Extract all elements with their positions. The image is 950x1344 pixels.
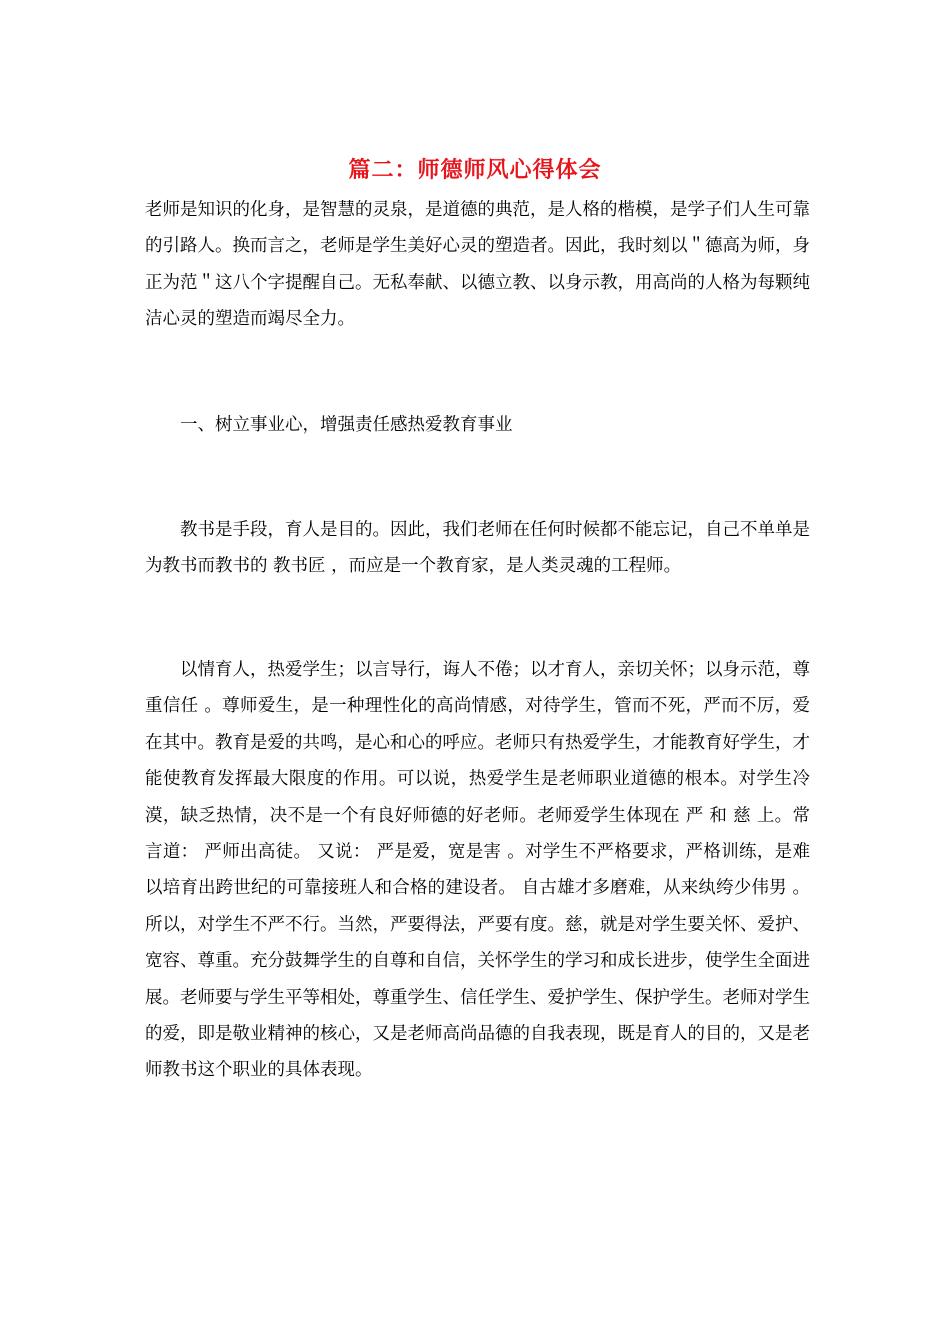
intro-paragraph: 老师是知识的化身，是智慧的灵泉，是道德的典范，是人格的楷模，是学子们人生可靠的引路人。换而言之，老师是学生美好心灵的塑造者。因此，我时刻以＂德高为师，身正为范＂这八个字提醒自己。无私奉献、以德立教、以身示教，用高尚的人格为每颗纯洁心灵的塑造而竭尽全力。 [145,200,810,330]
body-paragraph-love-students: 以情育人，热爱学生；以言导行，诲人不倦；以才育人，亲切关怀；以身示范，尊重信任 。尊师爱生，是一种理性化的高尚情感，对待学生，管而不死，严而不厉，爱在其中。教育是爱的共鸣，是心和心的呼应。老师只有热爱学生，才能教育好学生，才能使教育发挥最大限度的作用。可以说，热爱学生是老师职业道德的根本。对学生冷漠，缺乏热情，决不是一个有良好师德的好老师。老师爱学生体现在 严 和 慈 上。常言道： 严师出高徒。 又说： 严是爱，宽是害 。对学生不严格要求，严格训练，是难以培育出跨世纪的可靠接班人和合格的建设者。 自古雄才多磨难，从来纨绔少伟男 。所以，对学生不严不行。当然，严要得法，严要有度。慈，就是对学生要关怀、爱护、宽容、尊重。充分鼓舞学生的自尊和自信，关怀学生的学习和成长进步，使学生全面进展。老师要与学生平等相处，尊重学生、信任学生、爱护学生、保护学生。老师对学生的爱，即是敬业精神的核心，又是老师高尚品德的自我表现，既是育人的目的，又是老师教书这个职业的具体表现。 [145,660,810,1081]
body-paragraph-teaching: 教书是手段，育人是目的。因此，我们老师在任何时候都不能忘记，自己不单单是为教书而教书的 教书匠 ，而应是一个教育家，是人类灵魂的工程师。 [145,520,810,577]
document-title: 篇二：师德师风心得体会 [348,157,602,183]
section-heading: 一、树立事业心，增强责任感热爱教育事业 [180,415,513,435]
